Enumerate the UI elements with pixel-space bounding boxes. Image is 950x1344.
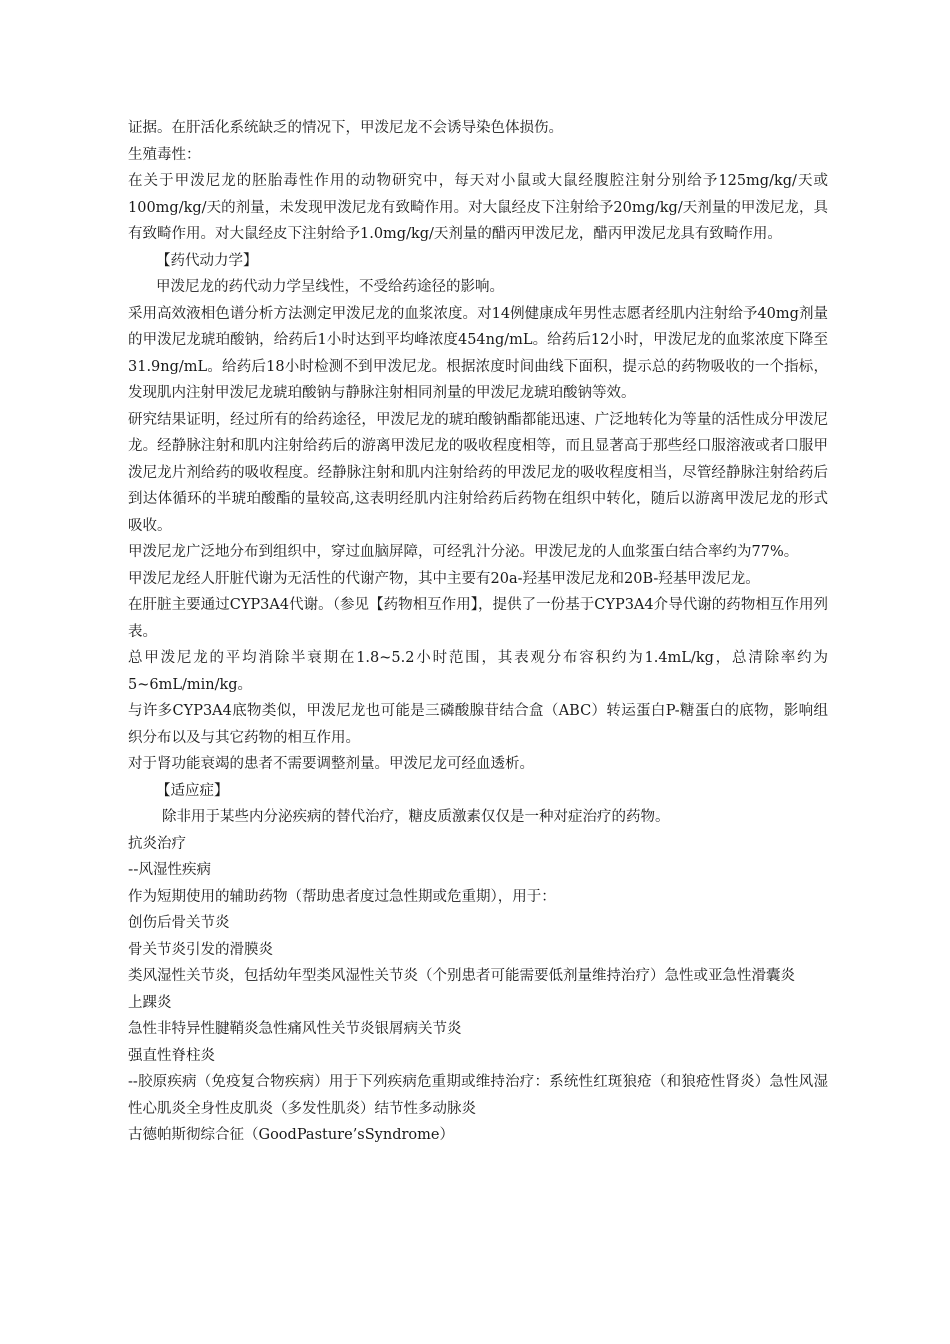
paragraph-p-glycoprotein: 与许多CYP3A4底物类似，甲泼尼龙也可能是三磷酸腺苷结合盒（ABC）转运蛋白P-糖蛋白的底物，影响组织分布以及与其它药物的相互作用。: [128, 703, 828, 746]
list-item: 强直性脊柱炎: [128, 1047, 215, 1064]
section-heading-pharmacokinetics: 【药代动力学】: [156, 252, 258, 269]
paragraph-reproductive-toxicity: 在关于甲泼尼龙的胚胎毒性作用的动物研究中，每天对小鼠或大鼠经腹腔注射分别给予125mg/kg/天或100mg/kg/天的剂量，未发现甲泼尼龙有致畸作用。对大鼠经皮下注射给予20mg/kg/天剂量的甲泼尼龙，具有致畸作用。对大鼠经皮下注射给予1.0mg/kg/天剂量的醋丙甲泼尼龙，醋丙甲泼尼龙具有致畸作用。: [128, 173, 828, 242]
list-item: 类风湿性关节炎，包括幼年型类风湿性关节炎（个别患者可能需要低剂量维持治疗）急性或亚急性滑囊炎: [128, 968, 795, 984]
list-item: 古德帕斯彻综合征（GoodPasture’sSyndrome）: [128, 1127, 454, 1143]
list-item: 急性非特异性腱鞘炎急性痛风性关节炎银屑病关节炎: [128, 1021, 462, 1037]
paragraph-cyp3a4: 在肝脏主要通过CYP3A4代谢。（参见【药物相互作用】，提供了一份基于CYP3A4介导代谢的药物相互作用列表。: [128, 597, 828, 640]
section-heading-indications: 【适应症】: [156, 782, 229, 799]
heading-reproductive-toxicity: 生殖毒性：: [128, 146, 201, 163]
paragraph-half-life: 总甲泼尼龙的平均消除半衰期在1.8~5.2小时范围，其表观分布容积约为1.4mL/kg，总清除率约为5~6mL/min/kg。: [128, 650, 828, 693]
paragraph-indications-intro: 除非用于某些内分泌疾病的替代治疗，糖皮质激素仅仅是一种对症治疗的药物。: [162, 809, 670, 825]
list-item: --胶原疾病（免疫复合物疾病）用于下列疾病危重期或维持治疗：系统性红斑狼疮（和狼疮性肾炎）急性风湿性心肌炎全身性皮肌炎（多发性肌炎）结节性多动脉炎: [128, 1074, 828, 1117]
paragraph-plasma-concentration: 采用高效液相色谱分析方法测定甲泼尼龙的血浆浓度。对14例健康成年男性志愿者经肌内注射给予40mg剂量的甲泼尼龙琥珀酸钠，给药后1小时达到平均峰浓度454ng/mL。给药后12小时，甲泼尼龙的血浆浓度下降至31.9ng/mL。给药后18小时检测不到甲泼尼龙。根据浓度时间曲线下面积，提示总的药物吸收的一个指标，发现肌内注射甲泼尼龙琥珀酸钠与静脉注射相同剂量的甲泼尼龙琥珀酸钠等效。: [128, 305, 828, 401]
list-item: 创伤后骨关节炎: [128, 915, 230, 931]
paragraph-genotoxicity-end: 证据。在肝活化系统缺乏的情况下，甲泼尼龙不会诱导染色体损伤。: [128, 120, 563, 136]
list-item: 上踝炎: [128, 994, 172, 1011]
list-item: 作为短期使用的辅助药物（帮助患者度过急性期或危重期），用于：: [128, 888, 556, 905]
list-item: 抗炎治疗: [128, 835, 186, 852]
list-item: --风湿性疾病: [128, 862, 211, 878]
paragraph-metabolism: 甲泼尼龙经人肝脏代谢为无活性的代谢产物，其中主要有20a-羟基甲泼尼龙和20B-羟基甲泼尼龙。: [128, 570, 760, 587]
paragraph-absorption: 研究结果证明，经过所有的给药途径，甲泼尼龙的琥珀酸钠酯都能迅速、广泛地转化为等量的活性成分甲泼尼龙。经静脉注射和肌内注射给药后的游离甲泼尼龙的吸收程度相等，而且显著高于那些经口服溶液或者口服甲泼尼龙片剂给药的吸收程度。经静脉注射和肌内注射给药的甲泼尼龙的吸收程度相当，尽管经静脉注射给药后到达体循环的半琥珀酸酯的量较高,这表明经肌内注射给药后药物在组织中转化，随后以游离甲泼尼龙的形式吸收。: [128, 411, 828, 534]
paragraph-renal: 对于肾功能衰竭的患者不需要调整剂量。甲泼尼龙可经血透析。: [128, 756, 534, 772]
paragraph-pk-linearity: 甲泼尼龙的药代动力学呈线性，不受给药途径的影响。: [156, 279, 504, 295]
list-item: 骨关节炎引发的滑膜炎: [128, 941, 273, 958]
paragraph-distribution: 甲泼尼龙广泛地分布到组织中，穿过血脑屏障，可经乳汁分泌。甲泼尼龙的人血浆蛋白结合率约为77%。: [128, 544, 799, 560]
document-body: [128, 115, 828, 1149]
